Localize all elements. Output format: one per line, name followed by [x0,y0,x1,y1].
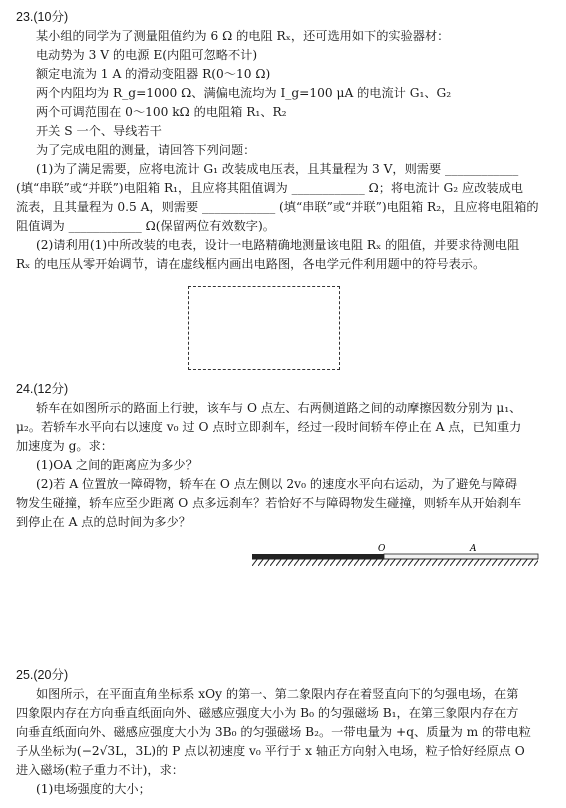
q24-line: 到停止在 A 点的总时间为多少？ [16,515,191,529]
question-23 [16,8,550,274]
point-o-label: O [378,544,386,554]
q25-line: 四象限内存在方向垂直纸面向外、磁感应强度大小为 B₀ 的匀强磁场 B₁，在第三象限内存在方 [16,706,519,720]
q24-line: 轿车在如图所示的路面上行驶，该车与 O 点左、右两侧道路之间的动摩擦因数分别为 μ₁、 [36,401,522,415]
q23-line: 额定电流为 1 A 的滑动变阻器 R(0～10 Ω) [36,67,271,81]
q25-line: 进入磁场(粒子重力不计)，求： [16,763,184,777]
q23-part2-line: (2)请利用(1)中所改装的电表，设计一电路精确地测量该电阻 Rₓ 的阻值，并要求待测电阻 [36,238,520,252]
question-24 [16,380,550,532]
q23-line: 两个内阻均为 R_g=1000 Ω、满偏电流均为 I_g=100 μA 的电流计 G₁、G₂ [36,86,452,100]
q23-line: 两个可调范围在 0～100 kΩ 的电阻箱 R₁、R₂ [36,105,287,119]
q23-line: 电动势为 3 V 的电源 E(内阻可忽略不计) [36,48,258,62]
road-right-segment [384,554,538,559]
question-header: 25.(20分) [16,668,69,682]
q24-line: 加速度为 g。求： [16,439,113,453]
q25-line: 子从坐标为(−2√3L，3L)的 P 点以初速度 v₀ 平行于 x 轴正方向射入电场，粒子恰好经原点 O [16,744,525,758]
circuit-answer-box [188,286,340,370]
road-left-segment [252,554,384,559]
road-diagram [252,542,542,572]
q23-part2-line: Rₓ 的电压从零开始调节，请在虚线框内画出电路图，各电学元件利用题中的符号表示。 [16,257,486,271]
question-header: 24.(12分) [16,382,69,396]
q24-line: μ₂。若轿车水平向右以速度 v₀ 过 O 点时立即刹车，经过一段时间轿车停止在 A 点，已知重力 [16,420,522,434]
q23-part1-line: 流表，且其量程为 0.5 A，则需要 ____________ (填“串联”或“并联”)电阻箱 R₂，且应将电阻箱的 [16,200,539,214]
point-a-label: A [470,544,477,554]
q24-line: 物发生碰撞，轿车应至少距离 O 点多远刹车？若恰好不与障碍物发生碰撞，则轿车从开始刹车 [16,496,522,510]
q25-line: (1)电场强度的大小； [36,782,151,796]
q23-part1-line: (填“串联”或“并联”)电阻箱 R₁，且应将其阻值调为 ____________ Ω；将电流计 G₂ 应改装成电 [16,181,523,195]
q23-line: 为了完成电阻的测量，请回答下列问题： [36,143,256,157]
q23-line: 某小组的同学为了测量阻值约为 6 Ω 的电阻 Rₓ，还可选用如下的实验器材： [36,29,450,43]
q25-line: 向垂直纸面向外、磁感应强度大小为 3B₀ 的匀强磁场 B₂。一带电量为 +q、质量为 m 的带电粒 [16,725,531,739]
q23-line: 开关 S 一个、导线若干 [36,124,162,138]
question-25 [16,666,550,799]
q24-line: (1)OA 之间的距离应为多少？ [36,458,198,472]
ground-hatching [252,559,538,566]
q23-part1-line: (1)为了满足需要，应将电流计 G₁ 改装成电压表，且其量程为 3 V，则需要 ____________ [36,162,519,176]
q23-part1-line: 阻值调为 ____________ Ω(保留两位有效数字)。 [16,219,275,233]
q25-line: 如图所示，在平面直角坐标系 xOy 的第一、第二象限内存在着竖直向下的匀强电场，在第 [36,687,519,701]
q24-line: (2)若 A 位置放一障碍物，轿车在 O 点左侧以 2v₀ 的速度水平向右运动，为了避免与障碍 [36,477,518,491]
question-header: 23.(10分) [16,10,69,24]
